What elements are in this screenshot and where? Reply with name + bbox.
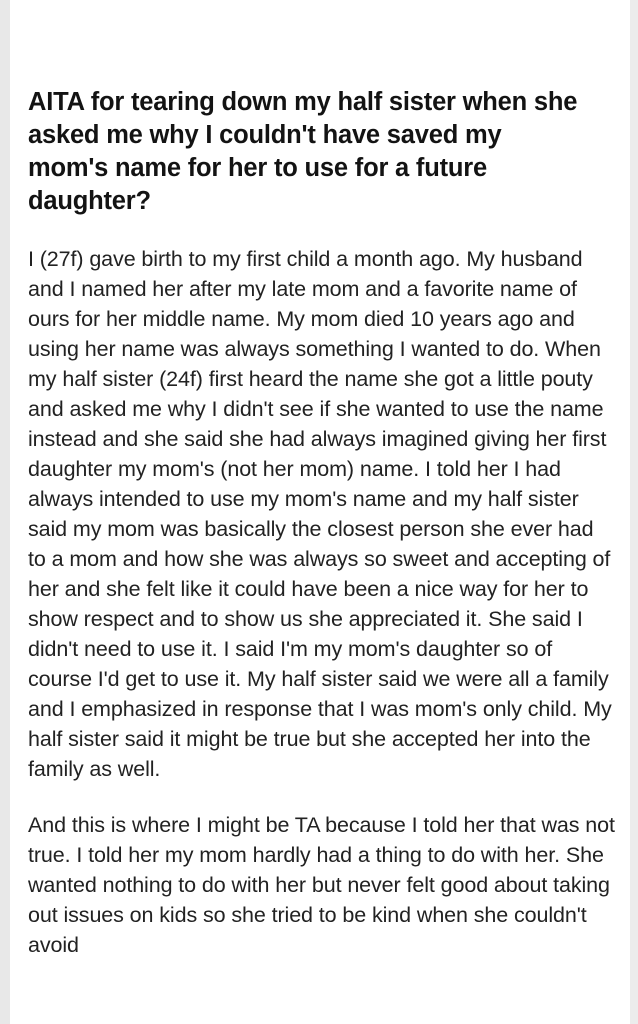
post-title: AITA for tearing down my half sister when she asked me why I couldn't have saved my mom's name for her to use for a future daughter? <box>28 88 578 215</box>
post-content <box>28 0 618 960</box>
post-body <box>28 244 618 960</box>
right-page-edge <box>630 0 638 1024</box>
post-paragraph-2: And this is where I might be TA because I told her that was not true. I told her my mom hardly had a thing to do with her. She wanted nothing to do with her but never felt good about taking out issues on kids so she tried to be kind when she couldn't avoid <box>28 813 615 957</box>
left-page-edge <box>0 0 10 1024</box>
post-paragraph-1: I (27f) gave birth to my first child a month ago. My husband and I named her after my late mom and a favorite name of ours for her middle name. My mom died 10 years ago and using her name was always something I wanted to do. When my half sister (24f) first heard the name she got a little pouty and asked me why I didn't see if she wanted to use the name instead and she said she had always imagined giving her first daughter my mom's (not her mom) name. I told her I had always intended to use my mom's name and my half sister said my mom was basically the closest person she ever had to a mom and how she was always so sweet and accepting of her and she felt like it could have been a nice way for her to show respect and to show us she appreciated it. She said I didn't need to use it. I said I'm my mom's daughter so of course I'd get to use it. My half sister said we were all a family and I emphasized in response that I was mom's only child. My half sister said it might be true but she accepted her into the family as well. <box>28 247 612 781</box>
